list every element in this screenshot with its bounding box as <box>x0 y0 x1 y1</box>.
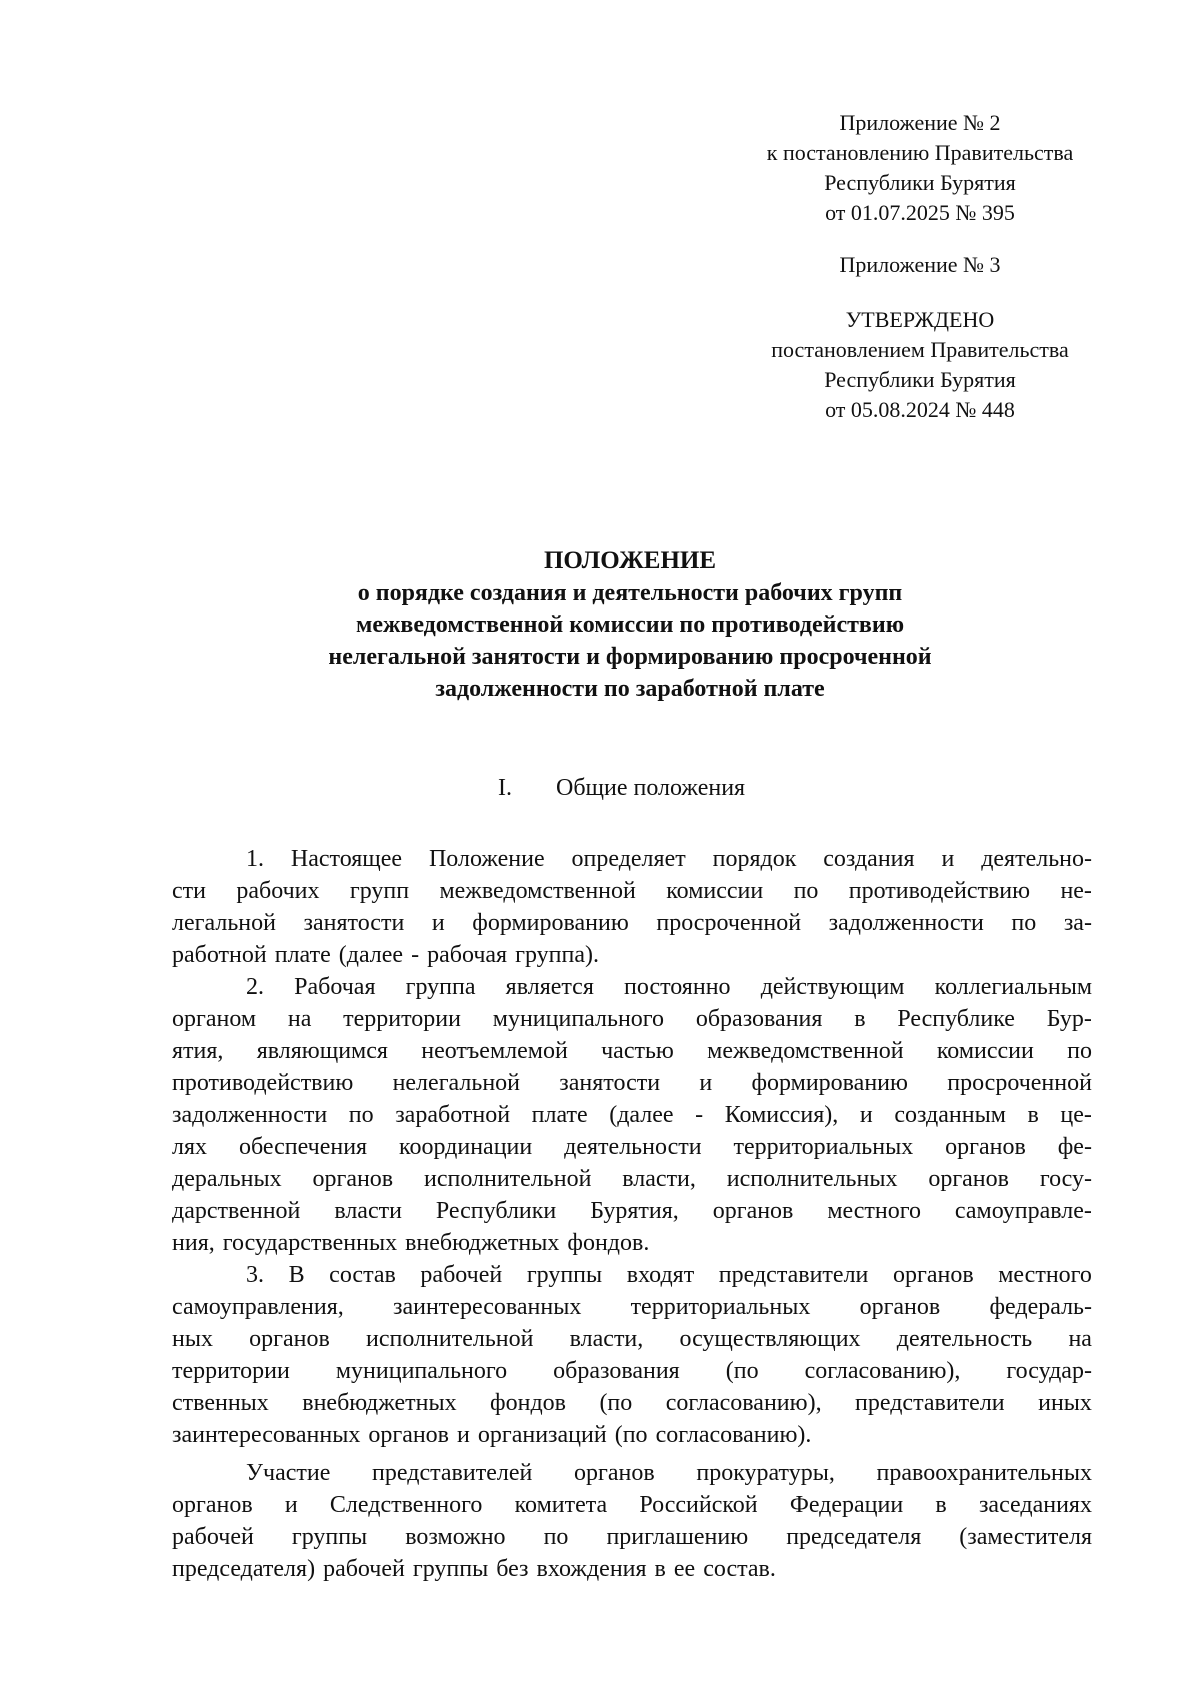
document-body <box>172 843 1092 1585</box>
paragraph-line: ственных внебюджетных фондов (по согласованию), представители иных <box>172 1390 1092 1416</box>
paragraph-line: территории муниципального образования (по согласованию), государ- <box>172 1358 1092 1384</box>
paragraph <box>172 843 1092 971</box>
paragraph-line: ятия, являющимся неотъемлемой частью межведомственной комиссии по <box>172 1038 1092 1064</box>
section-number: I. <box>498 775 512 801</box>
document-title <box>180 545 1080 705</box>
approval-word: УТВЕРЖДЕНО <box>845 307 995 332</box>
paragraph <box>172 1259 1092 1451</box>
paragraph-line: дарственной власти Республики Бурятия, органов местного самоуправле- <box>172 1198 1092 1224</box>
paragraph-line: органом на территории муниципального образования в Республике Бур- <box>172 1006 1092 1032</box>
section-title: Общие положения <box>556 775 746 801</box>
paragraph-line: легальной занятости и формированию просроченной задолженности по за- <box>172 910 1092 936</box>
paragraph-line: 1. Настоящее Положение определяет порядок создания и деятельно- <box>246 846 1092 872</box>
appendix-number: Приложение № 2 <box>839 110 1001 135</box>
approval-reference: постановлением Правительства <box>771 337 1069 362</box>
paragraph-line: деральных органов исполнительной власти, исполнительных органов госу- <box>172 1166 1092 1192</box>
paragraph-line: ных органов исполнительной власти, осуществляющих деятельность на <box>172 1326 1092 1352</box>
approval-stamp <box>740 305 1100 425</box>
previous-appendix-number: Приложение № 3 <box>839 252 1001 277</box>
title-subline: межведомственной комиссии по противодействию <box>355 612 905 638</box>
paragraph-line: сти рабочих групп межведомственной комиссии по противодействию не- <box>172 878 1092 904</box>
paragraph <box>172 1457 1092 1585</box>
paragraph-line: Участие представителей органов прокуратуры, правоохранительных <box>246 1460 1092 1486</box>
title-main: ПОЛОЖЕНИЕ <box>543 547 717 574</box>
paragraph-line: председателя) рабочей группы без вхождения в ее состав. <box>172 1556 776 1582</box>
title-subline: задолженности по заработной плате <box>435 676 825 702</box>
paragraph-line: работной плате (далее - рабочая группа). <box>172 942 599 968</box>
paragraph-line: ния, государственных внебюджетных фондов. <box>172 1230 650 1256</box>
previous-appendix-label <box>740 250 1100 280</box>
paragraph <box>172 971 1092 1259</box>
paragraph-line: самоуправления, заинтересованных территориальных органов федераль- <box>172 1294 1092 1320</box>
paragraph-line: противодействию нелегальной занятости и формированию просроченной <box>172 1070 1092 1096</box>
paragraph-line: органов и Следственного комитета Российской Федерации в заседаниях <box>172 1492 1092 1518</box>
approval-republic: Республики Бурятия <box>824 367 1016 392</box>
paragraph-line: 2. Рабочая группа является постоянно действующим коллегиальным <box>246 974 1092 1000</box>
paragraph-line: 3. В состав рабочей группы входят представители органов местного <box>246 1262 1092 1288</box>
approval-date-number: от 05.08.2024 № 448 <box>825 397 1015 422</box>
paragraph-line: рабочей группы возможно по приглашению председателя (заместителя <box>172 1524 1092 1550</box>
title-subline: нелегальной занятости и формированию просроченной <box>328 644 932 670</box>
appendix-header <box>740 108 1100 228</box>
paragraph-line: заинтересованных органов и организаций (по согласованию). <box>172 1422 812 1448</box>
paragraph-line: лях обеспечения координации деятельности территориальных органов фе- <box>172 1134 1092 1160</box>
paragraph-line: задолженности по заработной плате (далее - Комиссия), и созданным в це- <box>172 1102 1092 1128</box>
appendix-date-number: от 01.07.2025 № 395 <box>825 200 1015 225</box>
title-subline: о порядке создания и деятельности рабочих групп <box>357 580 903 606</box>
appendix-republic: Республики Бурятия <box>824 170 1016 195</box>
appendix-reference: к постановлению Правительства <box>766 140 1074 165</box>
